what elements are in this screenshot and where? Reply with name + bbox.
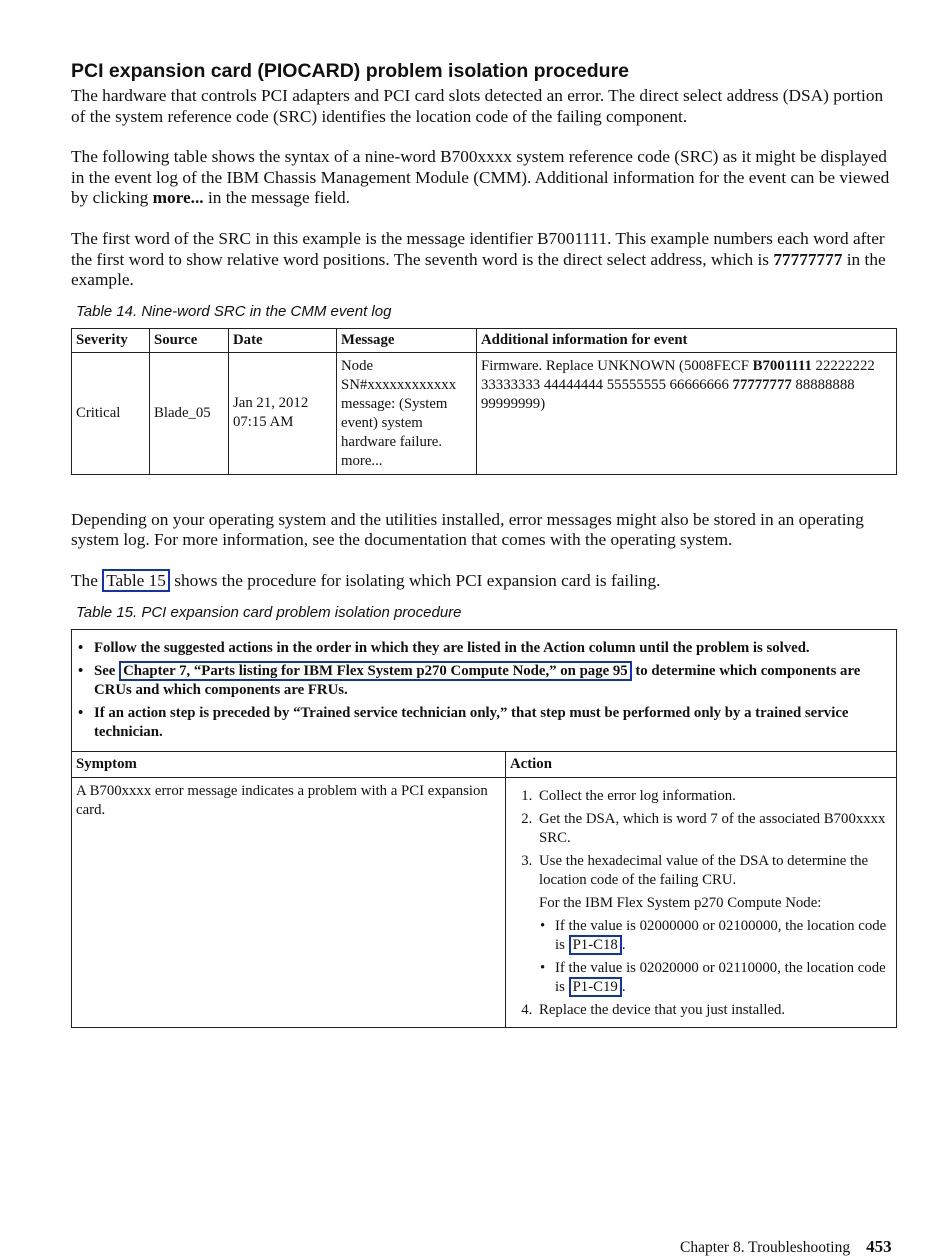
header-severity: Severity	[72, 328, 150, 352]
cell-action	[506, 777, 897, 1027]
list-item: 2. Get the DSA, which is word 7 of the associated B700xxxx SRC.	[536, 810, 892, 848]
section-title: PCI expansion card (PIOCARD) problem isolation procedure	[71, 60, 630, 82]
table14-caption: Table 14. Nine-word SRC in the CMM event log	[76, 302, 392, 320]
list-item	[539, 917, 892, 955]
location-link-p1-c18[interactable]: P1-C18	[569, 935, 622, 955]
notes-list	[74, 633, 894, 749]
text: 88888888 99999999)	[481, 376, 855, 412]
header-date: Date	[229, 328, 337, 352]
paragraph-os-log: Depending on your operating system and the utilities installed, error messages might also be stored in an operating system log. For more information, see the documentation that comes with the operating system.	[71, 509, 864, 550]
cell-source: Blade_05	[150, 352, 229, 474]
paragraph-intro: The hardware that controls PCI adapters and PCI card slots detected an error. The direct select address (DSA) portion of the system reference code (SRC) identifies the location code of the failing component.	[71, 86, 884, 126]
paragraph-src-syntax	[71, 147, 897, 209]
page-footer	[680, 1237, 892, 1257]
header-symptom: Symptom	[72, 751, 506, 777]
chapter7-link[interactable]: Chapter 7, “Parts listing for IBM Flex System p270 Compute Node,” on page 95	[119, 661, 632, 681]
text: 22222222 33333333 44444444 55555555 66666666	[481, 357, 875, 393]
table15-header-row	[72, 751, 897, 777]
table-row	[72, 352, 897, 474]
text: .	[621, 936, 626, 953]
table14-header-row	[72, 328, 897, 352]
action-steps	[510, 787, 892, 1020]
cell-additional-info	[477, 352, 897, 474]
notes-cell	[72, 629, 897, 751]
list-item: • If an action step is preceded by “Trained service technician only,” that step must be performed only by a trained service technician.	[76, 704, 892, 742]
list-item	[536, 852, 892, 997]
location-link-p1-c19[interactable]: P1-C19	[569, 977, 622, 997]
list-item	[76, 662, 892, 700]
text: If the value is 02020000 or 02110000, the location code is	[555, 959, 886, 995]
text: to determine which components are CRUs and which components are FRUs.	[94, 662, 861, 698]
list-item: • Follow the suggested actions in the order in which they are listed in the Action column until the problem is solved.	[76, 639, 892, 658]
page-number: 453	[866, 1237, 892, 1256]
text: Firmware. Replace UNKNOWN (5008FECF	[481, 357, 753, 374]
text: .	[621, 978, 626, 995]
location-list	[539, 917, 892, 997]
header-message: Message	[337, 328, 477, 352]
cell-severity: Critical	[72, 352, 150, 474]
table-row	[72, 777, 897, 1027]
header-action: Action	[506, 751, 897, 777]
table14	[71, 328, 897, 475]
table15-caption: Table 15. PCI expansion card problem isolation procedure	[76, 603, 462, 621]
text: shows the procedure for isolating which PCI expansion card is failing.	[169, 570, 661, 590]
text: If the value is 02000000 or 02100000, the location code is	[555, 917, 887, 953]
step3-text: 3. Use the hexadecimal value of the DSA to determine the location code of the failing CRU.	[539, 852, 869, 888]
paragraph-first-word	[71, 229, 897, 291]
list-item: 4. Replace the device that you just installed.	[536, 1001, 892, 1020]
table15-link[interactable]: Table 15	[102, 569, 170, 592]
list-item	[539, 959, 892, 997]
paragraph-table15-ref	[71, 571, 897, 592]
table15	[71, 629, 897, 1028]
text: in the message field.	[203, 188, 350, 208]
bold-more: more...	[152, 188, 204, 208]
page-content	[71, 58, 897, 1028]
bold-message-id: B7001111	[752, 357, 812, 374]
step3-sub-intro: For the IBM Flex System p270 Compute Node:	[539, 894, 822, 911]
header-additional-info: Additional information for event	[477, 328, 897, 352]
footer-chapter: Chapter 8. Troubleshooting	[680, 1239, 851, 1256]
bold-dsa-value: 77777777	[773, 249, 843, 269]
cell-symptom: A B700xxxx error message indicates a problem with a PCI expansion card.	[72, 777, 506, 1027]
bold-dsa: 77777777	[732, 376, 792, 393]
text: See	[94, 662, 120, 679]
table15-notes-row	[72, 629, 897, 751]
text: The following table shows the syntax of a nine-word B700xxxx system reference code (SRC) as it might be displayed in the event log of the IBM Chassis Management Module (CMM). Additional information for the event can be viewed by clicking	[71, 147, 890, 208]
text: The first word of the SRC in this example is the message identifier B7001111. This example numbers each word after the first word to show relative word positions. The seventh word is the direct select address, which is	[71, 228, 885, 269]
text: The	[71, 570, 103, 590]
list-item: 1. Collect the error log information.	[536, 787, 892, 806]
text: in the example.	[71, 249, 886, 290]
cell-date: Jan 21, 2012 07:15 AM	[229, 352, 337, 474]
cell-message: Node SN#xxxxxxxxxxxx message: (System event) system hardware failure. more...	[337, 352, 477, 474]
header-source: Source	[150, 328, 229, 352]
